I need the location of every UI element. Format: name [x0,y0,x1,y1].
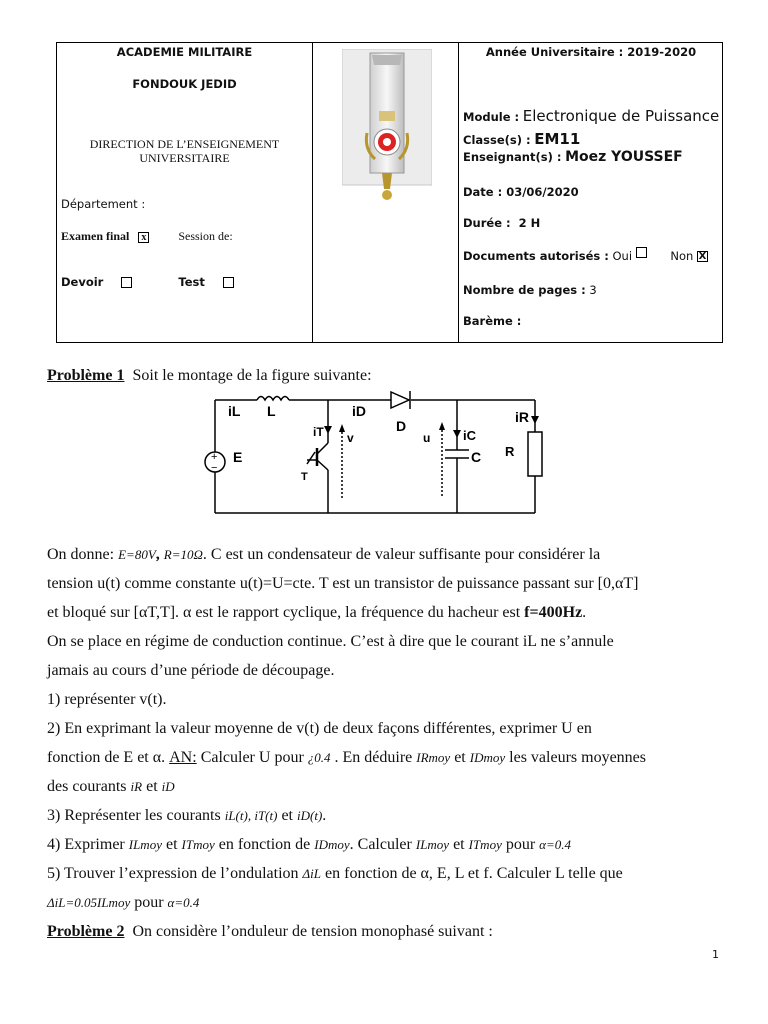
non-label: Non [670,249,694,263]
oui-checkbox[interactable] [636,247,647,258]
pages-value: 3 [589,283,597,297]
paragraph-line [47,598,723,627]
q3-period: . [322,807,327,824]
label-R: R [505,444,515,459]
q4-IDmoy: IDmoy [314,837,350,852]
problem1-text [47,540,723,946]
label-E: E [233,449,243,465]
q3-text: et [281,807,293,824]
q5-text: pour [134,894,164,911]
session-label: Session de: [178,229,233,243]
q2-text: fonction de E et α. [47,749,166,766]
question-2-line2 [47,743,723,772]
teacher-row [463,149,683,165]
exam-final-label: Examen final [61,229,130,243]
q4-ILmoy: ILmoy [128,837,162,852]
q2-an-label: AN: [169,749,197,766]
devoir-label: Devoir [61,275,104,289]
pages-label: Nombre de pages : [463,283,586,297]
q4-text: et [453,836,465,853]
class-label: Classe(s) : [463,133,531,147]
question-2-line3 [47,772,723,801]
q4-ILmoy: ILmoy [415,837,450,852]
given-label: On donne: [47,546,115,563]
q5-ripple: ΔiL [302,866,322,881]
q2-IRmoy: IRmoy [416,750,451,765]
question-5-line1 [47,859,723,888]
question-3 [47,801,723,830]
module-row [463,107,719,125]
chopper-circuit-diagram [195,388,565,520]
q3-iD: iD(t) [297,808,323,823]
label-iR: iR [515,409,529,425]
q3-currents: iL(t), iT(t) [224,808,278,823]
devoir-row [61,275,234,289]
paragraph-line: tension u(t) comme constante u(t)=U=cte. T est un transistor de puissance passant sur [0,αT] [47,575,639,592]
q2-IDmoy: IDmoy [469,750,506,765]
label-T: T [301,471,308,483]
academic-year: Année Universitaire : 2019-2020 [485,45,697,59]
q5-alpha: α=0.4 [167,895,200,910]
q4-text: en fonction de [218,836,311,853]
bareme-label: Barème : [463,314,522,328]
equation-E: E=80V [118,547,156,562]
q4-text: et [165,836,178,853]
academy-name: ACADEMIE MILITAIRE [116,45,253,59]
class-value: EM11 [534,130,581,148]
documents-row [463,249,708,263]
label-iT: iT [313,425,324,439]
frequency-value: f=400Hz [524,604,583,621]
column-divider [458,43,459,342]
q4-text: 4) Exprimer [47,836,125,853]
documents-label: Documents autorisés : [463,249,609,263]
exam-final-row [61,229,233,244]
question-1: 1) représenter v(t). [47,691,167,708]
q5-ripple-condition: ΔiL=0.05ILmoy [47,895,131,910]
label-L: L [267,403,276,419]
academy-location: FONDOUK JEDID [132,77,237,91]
test-checkbox[interactable] [223,277,234,288]
paragraph-text: et bloqué sur [αT,T]. α est le rapport cyclique, la fréquence du hacheur est [47,604,521,621]
q4-text: . Calculer [349,836,412,853]
class-row [463,130,580,148]
duration-value: 2 H [518,216,541,230]
pages-row [463,283,597,297]
q2-text: Calculer U pour [200,749,304,766]
teacher-label: Enseignant(s) : [463,150,562,164]
inductor-symbol [257,397,289,401]
duration-label: Durée : [463,216,511,230]
q4-ITmoy: ITmoy [468,837,502,852]
resistor-symbol [528,432,542,476]
problem1-heading-line [47,361,723,390]
diode-symbol [391,392,409,408]
q2-text: les valeurs moyennes [509,749,646,766]
paragraph-line: On se place en régime de conduction continue. C’est à dire que le courant iL ne s’annule [47,633,614,650]
problem2-title: Problème 2 [47,923,125,940]
q2-alpha-value: ¿0.4 [307,750,331,765]
exam-header-table [56,42,723,343]
equation-separator: , [155,546,160,563]
test-label: Test [178,275,205,289]
q2-text: . En déduire [334,749,413,766]
problem2-intro: On considère l’onduleur de tension monophasé suivant : [132,923,493,940]
question-2-line1: 2) En exprimant la valeur moyenne de v(t) de deux façons différentes, exprimer U en [47,720,592,737]
equation-R: R=10Ω [163,547,203,562]
label-C: C [471,449,482,465]
question-4 [47,830,723,859]
academy-emblem-logo [342,49,432,201]
direction-title: DIRECTION DE L’ENSEIGNEMENT UNIVERSITAIRE [89,137,280,165]
label-iC: iC [463,428,476,443]
problem2-heading-line [47,917,723,946]
q5-text: 5) Trouver l’expression de l’ondulation [47,865,299,882]
q4-text: pour [505,836,536,853]
oui-label: Oui [612,249,633,263]
label-iD: iD [352,403,366,419]
department-label: Département : [61,197,146,211]
q3-text: 3) Représenter les courants [47,807,221,824]
given-rest: . C est un condensateur de valeur suffisante pour considérer la [202,546,601,563]
q2-iR: iR [130,779,143,794]
column-divider [312,43,313,342]
problem1-title: Problème 1 [47,367,125,384]
given-line [47,540,723,569]
period: . [582,604,587,621]
q2-text: et [146,778,158,795]
duration-row [463,216,540,230]
page-number: 1 [712,948,719,961]
question-5-line2 [47,888,723,917]
source-minus-sign: − [211,462,218,474]
q2-text: des courants [47,778,127,795]
non-checkbox[interactable]: X [698,251,707,262]
exam-final-checkbox[interactable]: x [138,232,149,243]
source-plus-sign: + [211,451,218,463]
q2-text: et [454,749,466,766]
label-D: D [396,418,407,434]
teacher-value: Moez YOUSSEF [565,149,683,165]
exam-date: Date : 03/06/2020 [463,185,579,199]
q4-alpha: α=0.4 [539,837,572,852]
devoir-checkbox[interactable] [121,277,132,288]
label-u: u [423,431,431,445]
q2-iD: iD [161,779,175,794]
label-v: v [347,431,354,445]
q5-text: en fonction de α, E, L et f. Calculer L telle que [325,865,623,882]
problem1-intro: Soit le montage de la figure suivante: [132,367,372,384]
paragraph-line: jamais au cours d’une période de découpage. [47,662,335,679]
label-iL: iL [228,403,241,419]
module-value: Electronique de Puissance [522,107,720,125]
q4-ITmoy: ITmoy [181,837,215,852]
module-label: Module : [463,110,520,124]
